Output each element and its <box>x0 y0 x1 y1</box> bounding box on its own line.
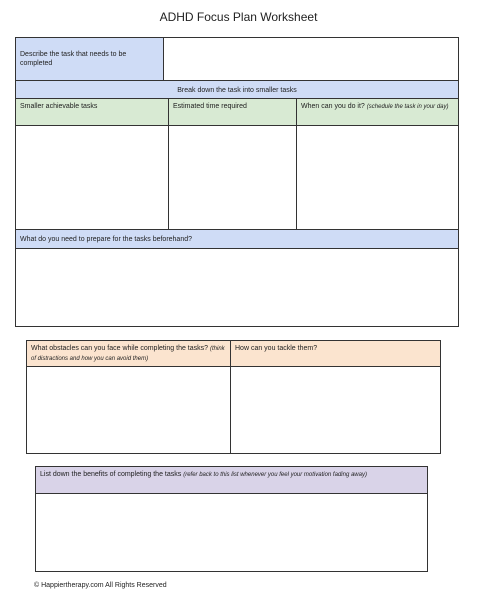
obstacles-field[interactable] <box>26 366 231 454</box>
benefits-note: (refer back to this list whenever you feel your motivation fading away) <box>183 472 367 478</box>
benefits-field[interactable] <box>35 493 428 572</box>
prepare-label: What do you need to prepare for the tasks beforehand? <box>15 229 459 249</box>
when-header-note: (schedule the task in your day) <box>366 104 449 110</box>
prepare-field[interactable] <box>15 248 459 327</box>
obstacles-note: (think of distractions and how you can avoid them) <box>31 346 225 362</box>
page-title: ADHD Focus Plan Worksheet <box>159 10 318 24</box>
benefits-label: List down the benefits of completing the tasks <box>40 471 182 478</box>
estimated-time-field[interactable] <box>168 125 297 230</box>
describe-task-field[interactable] <box>163 37 459 81</box>
smaller-tasks-header: Smaller achievable tasks <box>15 98 169 126</box>
benefits-header <box>35 466 428 494</box>
when-header <box>296 98 459 126</box>
estimated-time-header: Estimated time required <box>168 98 297 126</box>
when-field[interactable] <box>296 125 459 230</box>
obstacles-label: What obstacles can you face while completing the tasks? <box>31 345 209 352</box>
tackle-field[interactable] <box>230 366 441 454</box>
smaller-tasks-field[interactable] <box>15 125 169 230</box>
when-header-label: When can you do it? <box>301 103 365 110</box>
breakdown-header: Break down the task into smaller tasks <box>15 80 459 99</box>
describe-task-label: Describe the task that needs to be completed <box>15 37 164 81</box>
copyright-footer: © Happiertherapy.com All Rights Reserved <box>34 582 167 589</box>
obstacles-header <box>26 340 231 367</box>
tackle-header: How can you tackle them? <box>230 340 441 367</box>
